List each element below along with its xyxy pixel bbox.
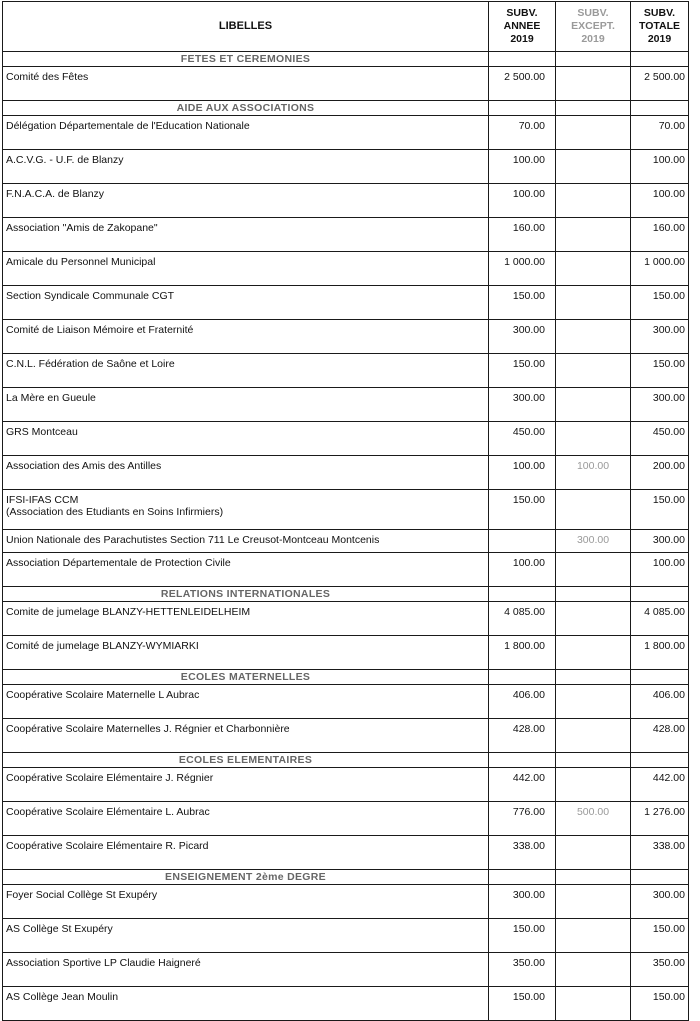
table-row <box>3 150 689 184</box>
table-row <box>3 320 689 354</box>
beneficiary-name: C.N.L. Fédération de Saône et Loire <box>6 358 175 370</box>
beneficiary-name: AS Collège St Exupéry <box>6 923 113 935</box>
header-subv-totale <box>631 2 689 52</box>
header-annee-line-1: SUBV. <box>506 7 538 19</box>
section-header-cell-annee <box>489 101 556 116</box>
amount-except: 500.00 <box>556 802 631 836</box>
beneficiary-name-cell <box>3 67 489 101</box>
amount-total: 150.00 <box>631 987 689 1021</box>
beneficiary-name: IFSI-IFAS CCM <box>6 494 79 506</box>
beneficiary-name-cell <box>3 116 489 150</box>
beneficiary-name: Coopérative Scolaire Elémentaire J. Régnier <box>6 772 214 784</box>
section-header-cell-total <box>631 870 689 885</box>
section-header-row <box>3 753 689 768</box>
amount-annee: 4 085.00 <box>489 602 556 636</box>
table-row <box>3 252 689 286</box>
table-row <box>3 422 689 456</box>
section-header-row <box>3 101 689 116</box>
beneficiary-name: La Mère en Gueule <box>6 392 96 404</box>
section-header-cell-except <box>556 753 631 768</box>
beneficiary-name: Coopérative Scolaire Elémentaire L. Aubrac <box>6 806 210 818</box>
beneficiary-name: Délégation Départementale de l'Education Nationale <box>6 120 250 132</box>
amount-except <box>556 987 631 1021</box>
beneficiary-name: AS Collège Jean Moulin <box>6 991 119 1003</box>
table-row <box>3 719 689 753</box>
amount-total: 406.00 <box>631 685 689 719</box>
header-subv-except <box>556 2 631 52</box>
section-header-cell-annee <box>489 870 556 885</box>
beneficiary-name-cell <box>3 286 489 320</box>
amount-annee: 1 000.00 <box>489 252 556 286</box>
table-row <box>3 553 689 587</box>
section-header-cell-except <box>556 670 631 685</box>
amount-except <box>556 836 631 870</box>
table-row <box>3 953 689 987</box>
beneficiary-name: Foyer Social Collège St Exupéry <box>6 889 158 901</box>
beneficiary-name: A.C.V.G. - U.F. de Blanzy <box>6 154 124 166</box>
amount-except <box>556 422 631 456</box>
section-header-cell-except <box>556 101 631 116</box>
table-row <box>3 218 689 252</box>
table-row <box>3 636 689 670</box>
header-except-line-1: SUBV. <box>577 7 609 19</box>
amount-total: 150.00 <box>631 286 689 320</box>
section-header-cell-total <box>631 101 689 116</box>
amount-except <box>556 388 631 422</box>
section-header-cell-annee <box>489 587 556 602</box>
section-title: RELATIONS INTERNATIONALES <box>3 587 489 602</box>
beneficiary-name-cell <box>3 602 489 636</box>
amount-total: 1 276.00 <box>631 802 689 836</box>
amount-except <box>556 919 631 953</box>
header-except-line-3: 2019 <box>581 33 605 45</box>
beneficiary-name-cell <box>3 768 489 802</box>
amount-total: 2 500.00 <box>631 67 689 101</box>
section-header-cell-annee <box>489 52 556 67</box>
amount-annee: 2 500.00 <box>489 67 556 101</box>
header-except-line-2: EXCEPT. <box>571 20 615 32</box>
amount-total: 300.00 <box>631 530 689 553</box>
amount-total: 150.00 <box>631 490 689 530</box>
beneficiary-name: Comité des Fêtes <box>6 71 89 83</box>
beneficiary-name-cell <box>3 354 489 388</box>
amount-annee: 350.00 <box>489 953 556 987</box>
amount-annee: 70.00 <box>489 116 556 150</box>
beneficiary-name-cell <box>3 885 489 919</box>
amount-annee: 150.00 <box>489 987 556 1021</box>
beneficiary-name-cell <box>3 184 489 218</box>
amount-total: 100.00 <box>631 184 689 218</box>
amount-except <box>556 286 631 320</box>
section-header-row <box>3 587 689 602</box>
beneficiary-name-cell <box>3 719 489 753</box>
beneficiary-name-cell <box>3 685 489 719</box>
table-row <box>3 802 689 836</box>
amount-except: 100.00 <box>556 456 631 490</box>
beneficiary-name: Union Nationale des Parachutistes Section 711 Le Creusot-Montceau Montcenis <box>6 534 380 546</box>
section-header-row <box>3 52 689 67</box>
header-annee-line-3: 2019 <box>510 33 534 45</box>
amount-total: 1 000.00 <box>631 252 689 286</box>
table-row <box>3 456 689 490</box>
table-header-row <box>3 2 689 52</box>
table-row <box>3 116 689 150</box>
beneficiary-name: Comité de jumelage BLANZY-WYMIARKI <box>6 640 199 652</box>
beneficiary-name-cell <box>3 987 489 1021</box>
table-row <box>3 530 689 553</box>
header-totale-line-2: TOTALE <box>638 20 681 32</box>
header-totale-line-1: SUBV. <box>643 7 676 19</box>
amount-except <box>556 768 631 802</box>
amount-total: 300.00 <box>631 388 689 422</box>
amount-except <box>556 553 631 587</box>
beneficiary-name-line-2: (Association des Etudiants en Soins Infirmiers) <box>6 506 224 518</box>
section-header-cell-total <box>631 753 689 768</box>
amount-annee: 160.00 <box>489 218 556 252</box>
section-title: FETES ET CEREMONIES <box>3 52 489 67</box>
table-row <box>3 987 689 1021</box>
beneficiary-name: F.N.A.C.A. de Blanzy <box>6 188 105 200</box>
amount-except <box>556 602 631 636</box>
amount-except <box>556 885 631 919</box>
section-header-row <box>3 870 689 885</box>
amount-total: 70.00 <box>631 116 689 150</box>
amount-annee: 150.00 <box>489 354 556 388</box>
beneficiary-name-cell <box>3 530 489 553</box>
beneficiary-name-cell <box>3 456 489 490</box>
amount-annee: 100.00 <box>489 150 556 184</box>
beneficiary-name: Association Sportive LP Claudie Haigneré <box>6 957 201 969</box>
amount-total: 300.00 <box>631 885 689 919</box>
section-title: ENSEIGNEMENT 2ème DEGRE <box>3 870 489 885</box>
amount-total: 4 085.00 <box>631 602 689 636</box>
beneficiary-name-cell <box>3 836 489 870</box>
table-row <box>3 388 689 422</box>
amount-total: 150.00 <box>631 354 689 388</box>
amount-except <box>556 252 631 286</box>
beneficiary-name: Association "Amis de Zakopane" <box>6 222 158 234</box>
amount-annee: 442.00 <box>489 768 556 802</box>
amount-except <box>556 116 631 150</box>
section-header-cell-except <box>556 870 631 885</box>
amount-annee: 300.00 <box>489 320 556 354</box>
table-row <box>3 885 689 919</box>
amount-annee: 100.00 <box>489 553 556 587</box>
section-header-cell-total <box>631 587 689 602</box>
beneficiary-name: GRS Montceau <box>6 426 78 438</box>
beneficiary-name: Association des Amis des Antilles <box>6 460 162 472</box>
amount-annee: 300.00 <box>489 885 556 919</box>
amount-total: 100.00 <box>631 150 689 184</box>
amount-annee: 100.00 <box>489 184 556 218</box>
amount-total: 160.00 <box>631 218 689 252</box>
section-header-cell-except <box>556 587 631 602</box>
beneficiary-name: Coopérative Scolaire Maternelle L Aubrac <box>6 689 200 701</box>
amount-annee: 300.00 <box>489 388 556 422</box>
amount-total: 442.00 <box>631 768 689 802</box>
beneficiary-name: Amicale du Personnel Municipal <box>6 256 156 268</box>
amount-annee: 150.00 <box>489 286 556 320</box>
amount-except <box>556 218 631 252</box>
table-row <box>3 490 689 530</box>
amount-annee: 150.00 <box>489 490 556 530</box>
amount-total: 338.00 <box>631 836 689 870</box>
amount-annee: 428.00 <box>489 719 556 753</box>
amount-annee: 150.00 <box>489 919 556 953</box>
table-row <box>3 919 689 953</box>
section-header-cell-total <box>631 670 689 685</box>
amount-except <box>556 719 631 753</box>
amount-annee: 776.00 <box>489 802 556 836</box>
beneficiary-name: Coopérative Scolaire Maternelles J. Régnier et Charbonnière <box>6 723 290 735</box>
amount-total: 350.00 <box>631 953 689 987</box>
table-row <box>3 768 689 802</box>
table-row <box>3 836 689 870</box>
amount-annee: 1 800.00 <box>489 636 556 670</box>
amount-annee: 450.00 <box>489 422 556 456</box>
amount-except <box>556 67 631 101</box>
amount-except <box>556 354 631 388</box>
beneficiary-name-cell <box>3 802 489 836</box>
beneficiary-name-cell <box>3 150 489 184</box>
beneficiary-name: Coopérative Scolaire Elémentaire R. Picard <box>6 840 209 852</box>
section-title: ECOLES MATERNELLES <box>3 670 489 685</box>
section-title: AIDE AUX ASSOCIATIONS <box>3 101 489 116</box>
amount-total: 1 800.00 <box>631 636 689 670</box>
amount-except <box>556 636 631 670</box>
amount-total: 300.00 <box>631 320 689 354</box>
section-header-cell-except <box>556 52 631 67</box>
section-title: ECOLES ELEMENTAIRES <box>3 753 489 768</box>
beneficiary-name-cell <box>3 320 489 354</box>
beneficiary-name-cell <box>3 252 489 286</box>
beneficiary-name-cell <box>3 636 489 670</box>
table-row <box>3 286 689 320</box>
table-row <box>3 685 689 719</box>
amount-except <box>556 685 631 719</box>
amount-annee: 406.00 <box>489 685 556 719</box>
amount-except <box>556 320 631 354</box>
header-annee-line-2: ANNEE <box>503 20 541 32</box>
header-libelles: LIBELLES <box>3 2 489 52</box>
table-row <box>3 184 689 218</box>
amount-total: 150.00 <box>631 919 689 953</box>
header-totale-line-3: 2019 <box>647 33 672 45</box>
amount-except <box>556 490 631 530</box>
beneficiary-name-cell <box>3 553 489 587</box>
amount-except: 300.00 <box>556 530 631 553</box>
amount-total: 428.00 <box>631 719 689 753</box>
beneficiary-name-cell <box>3 490 489 530</box>
header-subv-annee <box>489 2 556 52</box>
beneficiary-name: Section Syndicale Communale CGT <box>6 290 175 302</box>
beneficiary-name-cell <box>3 919 489 953</box>
beneficiary-name-cell <box>3 422 489 456</box>
beneficiary-name: Association Départementale de Protection Civile <box>6 557 231 569</box>
beneficiary-name-cell <box>3 388 489 422</box>
section-header-cell-total <box>631 52 689 67</box>
section-header-row <box>3 670 689 685</box>
section-header-cell-annee <box>489 670 556 685</box>
beneficiary-name: Comite de jumelage BLANZY-HETTENLEIDELHEIM <box>6 606 251 618</box>
amount-annee <box>489 530 556 553</box>
beneficiary-name-cell <box>3 953 489 987</box>
subsidies-table <box>2 1 689 1021</box>
beneficiary-name: Comité de Liaison Mémoire et Fraternité <box>6 324 194 336</box>
section-header-cell-annee <box>489 753 556 768</box>
amount-except <box>556 953 631 987</box>
table-row <box>3 602 689 636</box>
beneficiary-name-cell <box>3 218 489 252</box>
table-row <box>3 354 689 388</box>
amount-annee: 338.00 <box>489 836 556 870</box>
amount-total: 200.00 <box>631 456 689 490</box>
amount-annee: 100.00 <box>489 456 556 490</box>
amount-except <box>556 184 631 218</box>
amount-total: 100.00 <box>631 553 689 587</box>
amount-except <box>556 150 631 184</box>
table-row <box>3 67 689 101</box>
amount-total: 450.00 <box>631 422 689 456</box>
